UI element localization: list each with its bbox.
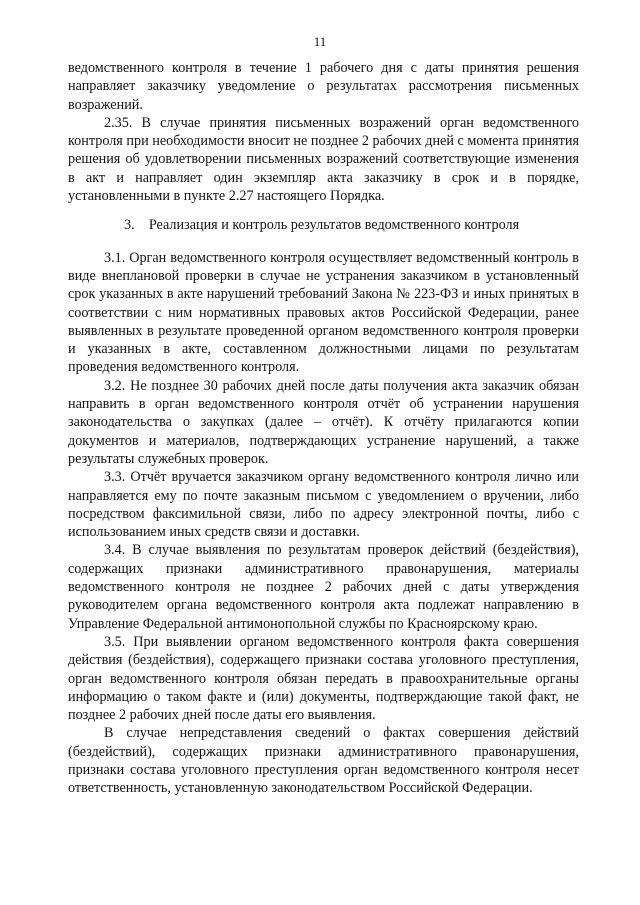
page-number: 11 bbox=[313, 34, 327, 49]
paragraph-3-5: 3.5. При выявлении органом ведомственного контроля факта совершения действия (бездействия), содержащего признаки состава уголовного преступления, орган ведомственного контроля обязан передать в правоохранительные органы информацию о таком факте и (или) документы, подтверждающие такой факт, не позднее 2 рабочих дней после даты его выявления. bbox=[68, 633, 579, 724]
document-body bbox=[68, 59, 579, 798]
paragraph-3-3: 3.3. Отчёт вручается заказчиком органу ведомственного контроля лично или направляется ему по почте заказным письмом с уведомлением о вручении, либо посредством факсимильной связи, либо по адресу электронной почты, либо с использованием иных средств связи и доставки. bbox=[68, 469, 579, 541]
paragraph-3-2: 3.2. Не позднее 30 рабочих дней после даты получения акта заказчик обязан направить в орган ведомственного контроля отчёт об устранении нарушения законодательства о закупках (далее – отчёт). К отчёту прилагаются копии документов и материалов, подтверждающих устранение нарушений, а также результаты служебных проверок. bbox=[68, 377, 579, 467]
paragraph-3-4: 3.4. В случае выявления по результатам проверок действий (бездействия), содержащих признаки административного правонарушения, материалы ведомственного контроля не позднее 2 рабочих дней с даты утверждения руководителем органа ведомственного контроля акта подлежат направлению в Управление Федеральной антимонопольной службы по Красноярскому краю. bbox=[68, 542, 579, 632]
section-3-heading: 3. Реализация и контроль результатов ведомственного контроля bbox=[124, 217, 520, 234]
paragraph-continuation: ведомственного контроля в течение 1 рабочего дня с даты принятия решения направляет заказчику уведомление о результатах рассмотрения письменных возражений. bbox=[68, 60, 579, 113]
paragraph-3-1: 3.1. Орган ведомственного контроля осуществляет ведомственный контроль в виде внеплановой проверки в случае не устранения заказчиком в установленный срок указанных в акте нарушений требований Закона № 223-ФЗ и иных принятых в соответствии с ним нормативных правовых актов Российской Федерации, ранее выявленных в результате проведенной органом ведомственного контроля проверки и указанных в акте, составленном должностными лицами по результатам проведения ведомственного контроля. bbox=[68, 249, 579, 376]
paragraph-2-35: 2.35. В случае принятия письменных возражений орган ведомственного контроля при необходимости вносит не позднее 2 рабочих дней с момента принятия решения об удовлетворении письменных возражений соответствующие изменения в акт и направляет один экземпляр акта заказчику в срок и в порядке, установленными в пункте 2.27 настоящего Порядка. bbox=[68, 114, 579, 205]
paragraph-final: В случае непредставления сведений о фактах совершения действий (бездействий), содержащих признаки административного правонарушения, признаки состава уголовного преступления орган ведомственного контроля несет ответственность, установленную законодательством Российской Федерации. bbox=[68, 725, 579, 797]
